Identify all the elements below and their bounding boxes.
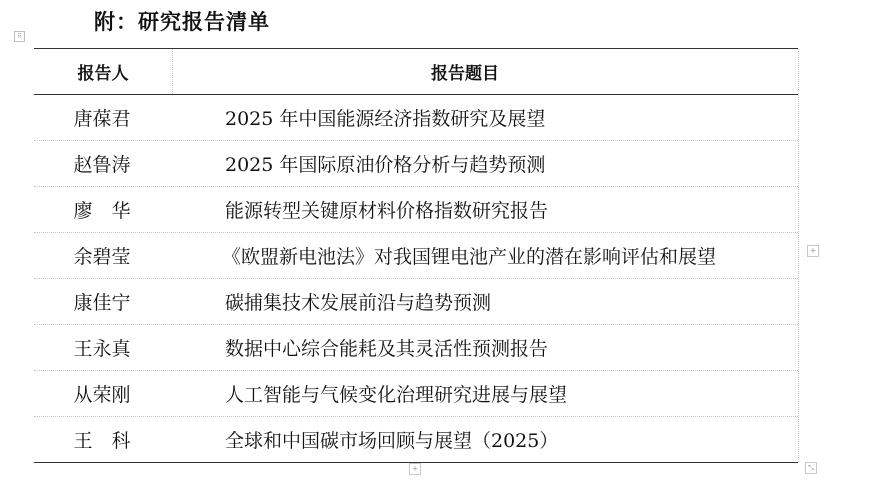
- table-row[interactable]: [34, 187, 798, 233]
- title-cell[interactable]: 2025 年中国能源经济指数研究及展望: [225, 108, 546, 130]
- table-row[interactable]: [34, 417, 798, 462]
- table-move-handle-icon[interactable]: ⠿: [14, 31, 25, 42]
- presenter-cell[interactable]: 唐葆君: [73, 108, 131, 130]
- presenter-cell[interactable]: 赵鲁涛: [73, 154, 131, 176]
- report-table: [34, 48, 798, 463]
- presenter-cell[interactable]: 从荣刚: [73, 384, 131, 406]
- title-cell[interactable]: 2025 年国际原油价格分析与趋势预测: [225, 154, 546, 176]
- title-cell[interactable]: 全球和中国碳市场回顾与展望（2025）: [225, 430, 559, 452]
- presenter-cell[interactable]: 康佳宁: [73, 292, 131, 314]
- table-row[interactable]: [34, 325, 798, 371]
- add-column-plus-icon[interactable]: +: [807, 245, 819, 257]
- header-presenter: 报告人: [77, 64, 129, 84]
- document-heading: 附：研究报告清单: [94, 10, 270, 34]
- table-row[interactable]: [34, 95, 798, 141]
- table-row[interactable]: [34, 141, 798, 187]
- table-right-edge: [798, 49, 799, 462]
- presenter-cell[interactable]: 廖 华: [73, 200, 131, 222]
- add-row-plus-icon[interactable]: +: [409, 463, 421, 475]
- table-row[interactable]: [34, 371, 798, 417]
- table-row[interactable]: [34, 233, 798, 279]
- table-header-row: [34, 49, 798, 95]
- title-cell[interactable]: 人工智能与气候变化治理研究进展与展望: [225, 384, 568, 406]
- title-cell[interactable]: 碳捕集技术发展前沿与趋势预测: [225, 292, 492, 314]
- presenter-cell[interactable]: 王永真: [73, 338, 131, 360]
- header-title: 报告题目: [431, 64, 499, 84]
- title-cell[interactable]: 数据中心综合能耗及其灵活性预测报告: [225, 338, 549, 360]
- presenter-cell[interactable]: 王 科: [73, 430, 131, 452]
- title-cell[interactable]: 《欧盟新电池法》对我国锂电池产业的潜在影响评估和展望: [222, 246, 717, 268]
- table-resize-icon[interactable]: ⤡: [805, 462, 817, 474]
- presenter-cell[interactable]: 余碧莹: [73, 246, 131, 268]
- title-cell[interactable]: 能源转型关键原材料价格指数研究报告: [225, 200, 549, 222]
- table-row[interactable]: [34, 279, 798, 325]
